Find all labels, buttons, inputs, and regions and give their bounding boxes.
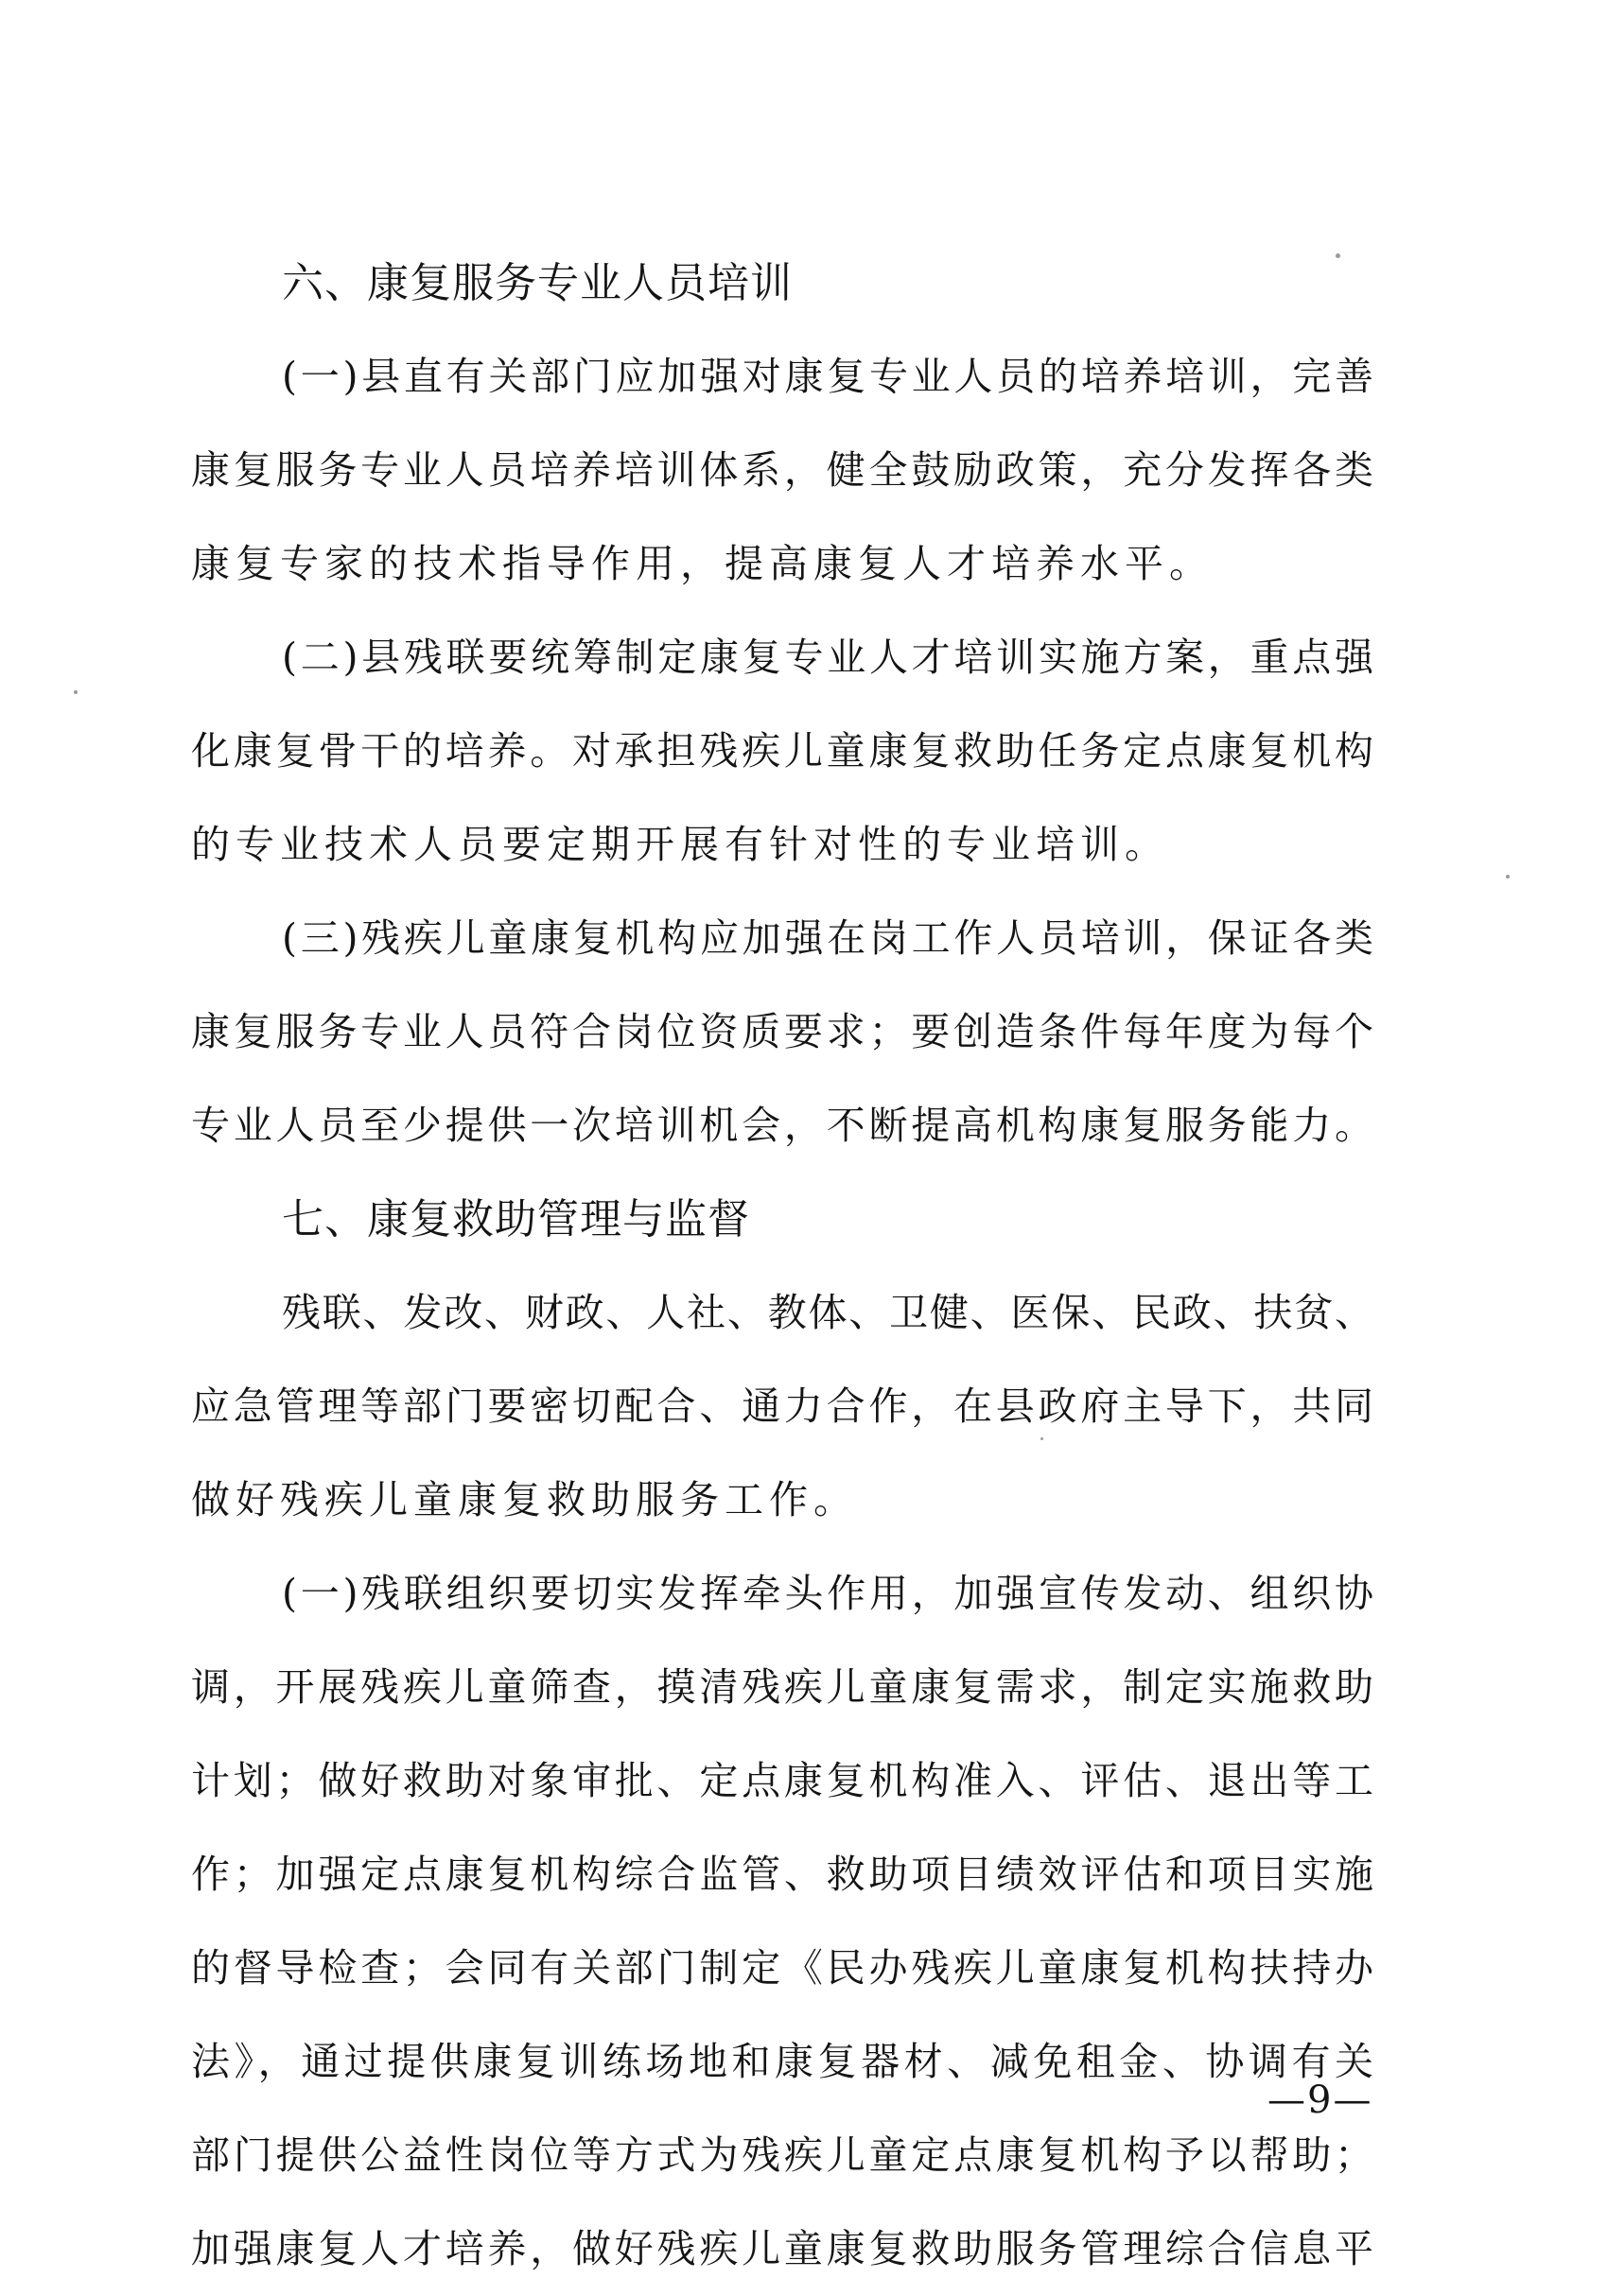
paragraph-line: 作；加强定点康复机构综合监管、救助项目绩效评估和项目实施 bbox=[191, 1852, 1373, 1897]
section-heading-rehab-training: 六、康复服务专业人员培训 bbox=[282, 259, 793, 307]
scan-speck bbox=[1336, 253, 1340, 258]
scan-speck bbox=[74, 690, 78, 694]
paragraph-line: 应急管理等部门要密切配合、通力合作，在县政府主导下，共同 bbox=[191, 1383, 1373, 1429]
paragraph-line: 康复服务专业人员培养培训体系，健全鼓励政策，充分发挥各类 bbox=[191, 447, 1373, 493]
paragraph-line: 法》，通过提供康复训练场地和康复器材、减免租金、协调有关 bbox=[191, 2039, 1373, 2084]
paragraph-line: 康复服务专业人员符合岗位资质要求；要创造条件每年度为每个 bbox=[191, 1009, 1373, 1054]
paragraph-line: 专业人员至少提供一次培训机会，不断提高机构康复服务能力。 bbox=[191, 1103, 1373, 1148]
paragraph-line: 化康复骨干的培养。对承担残疾儿童康复救助任务定点康复机构 bbox=[191, 728, 1373, 774]
paragraph-line: 做好残疾儿童康复救助服务工作。 bbox=[191, 1477, 858, 1522]
document-body bbox=[191, 236, 1373, 2296]
section-heading-rehab-supervision: 七、康复救助管理与监督 bbox=[282, 1195, 750, 1244]
paragraph-line: 的专业技术人员要定期开展有针对性的专业培训。 bbox=[191, 822, 1169, 867]
paragraph-line: (二)县残联要统筹制定康复专业人才培训实施方案，重点强 bbox=[282, 635, 1373, 680]
scan-speck bbox=[1506, 875, 1510, 878]
paragraph-line: 残联、发改、财政、人社、教体、卫健、医保、民政、扶贫、 bbox=[282, 1290, 1373, 1335]
page-number: —9— bbox=[1267, 2079, 1373, 2122]
paragraph-line: 部门提供公益性岗位等方式为残疾儿童定点康复机构予以帮助； bbox=[191, 2132, 1373, 2178]
paragraph-line: (三)残疾儿童康复机构应加强在岗工作人员培训，保证各类 bbox=[282, 915, 1373, 961]
paragraph-line: 的督导检查；会同有关部门制定《民办残疾儿童康复机构扶持办 bbox=[191, 1945, 1373, 1991]
paragraph-line: 调，开展残疾儿童筛查，摸清残疾儿童康复需求，制定实施救助 bbox=[191, 1664, 1373, 1710]
paragraph-line: 加强康复人才培养，做好残疾儿童康复救助服务管理综合信息平 bbox=[191, 2226, 1373, 2271]
paragraph-line: 计划；做好救助对象审批、定点康复机构准入、评估、退出等工 bbox=[191, 1758, 1373, 1803]
scan-speck bbox=[1040, 1437, 1043, 1440]
paragraph-line: 康复专家的技术指导作用，提高康复人才培养水平。 bbox=[191, 541, 1214, 586]
paragraph-line: (一)残联组织要切实发挥牵头作用，加强宣传发动、组织协 bbox=[282, 1571, 1373, 1616]
paragraph-line: (一)县直有关部门应加强对康复专业人员的培养培训，完善 bbox=[282, 354, 1373, 399]
